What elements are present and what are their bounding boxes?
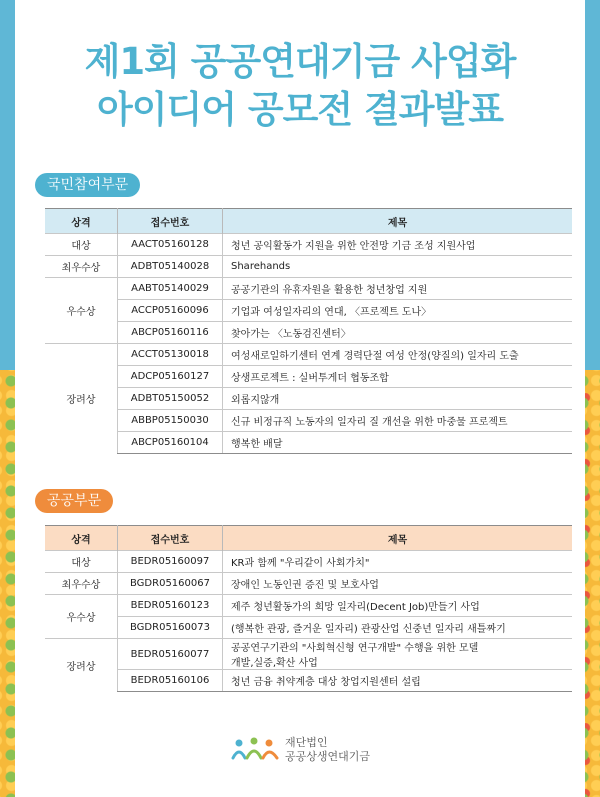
title-cell: Sharehands xyxy=(223,256,573,278)
title-cell: 장애인 노동인권 증진 및 보호사업 xyxy=(223,573,573,595)
title-cell: 행복한 배달 xyxy=(223,432,573,454)
table-row xyxy=(45,366,572,388)
number-cell: ADBT05140028 xyxy=(118,256,223,278)
table-row xyxy=(45,300,572,322)
title-cell: 기업과 여성일자리의 연대, 〈프로젝트 도나〉 xyxy=(223,300,573,322)
table-row xyxy=(45,234,572,256)
section-label-public: 공공부문 xyxy=(35,489,113,513)
number-cell: ABBP05150030 xyxy=(118,410,223,432)
number-cell: ADBT05150052 xyxy=(118,388,223,410)
number-cell: BEDR05160123 xyxy=(118,595,223,617)
table-row xyxy=(45,639,572,670)
number-cell: ADCP05160127 xyxy=(118,366,223,388)
award-cell: 우수상 xyxy=(45,278,118,344)
announcement-card xyxy=(15,0,585,797)
title-cell: (행복한 관광, 즐거운 일자리) 관광산업 신중년 일자리 새틀짜기 xyxy=(223,617,573,639)
foundation-name xyxy=(285,736,370,764)
table-row xyxy=(45,278,572,300)
award-cell: 장려상 xyxy=(45,639,118,692)
number-cell: ABCP05160104 xyxy=(118,432,223,454)
table-row xyxy=(45,432,572,454)
page-title xyxy=(15,38,585,134)
title-cell: KR과 함께 "우리같이 사회가치" xyxy=(223,551,573,573)
table-row xyxy=(45,595,572,617)
table-row xyxy=(45,573,572,595)
title-cell: 신규 비정규직 노동자의 일자리 질 개선을 위한 마중물 프로젝트 xyxy=(223,410,573,432)
foundation-logo-icon xyxy=(231,736,281,762)
number-cell: AACT05160128 xyxy=(118,234,223,256)
title-cell: 공공기관의 유휴자원을 활용한 청년창업 지원 xyxy=(223,278,573,300)
header-award: 상격 xyxy=(71,217,91,229)
award-cell: 대상 xyxy=(45,234,118,256)
table-header-row xyxy=(45,526,572,551)
title-line-2: 아이디어 공모전 결과발표 xyxy=(97,88,503,131)
table-row xyxy=(45,344,572,366)
title-cell: 청년 공익활동가 지원을 위한 안전망 기금 조성 지원사업 xyxy=(223,234,573,256)
number-cell: BGDR05160073 xyxy=(118,617,223,639)
table-row xyxy=(45,670,572,692)
award-cell: 대상 xyxy=(45,551,118,573)
number-cell: BEDR05160077 xyxy=(118,639,223,670)
title-cell: 청년 금융 취약계층 대상 창업지원센터 설립 xyxy=(223,670,573,692)
table-row xyxy=(45,388,572,410)
table-row xyxy=(45,410,572,432)
table-header-row xyxy=(45,209,572,234)
table-row xyxy=(45,256,572,278)
award-cell: 최우수상 xyxy=(45,573,118,595)
title-cell: 상생프로젝트 : 실버투게더 협동조합 xyxy=(223,366,573,388)
title-cell: 찾아가는 〈노동검진센터〉 xyxy=(223,322,573,344)
results-table-citizen xyxy=(45,208,572,454)
number-cell: BEDR05160097 xyxy=(118,551,223,573)
number-cell: ABCP05160116 xyxy=(118,322,223,344)
number-cell: ACCT05130018 xyxy=(118,344,223,366)
title-cell-line-1: 공공연구기관의 "사회혁신형 연구개발" 수행을 위한 모델 xyxy=(231,643,479,654)
title-cell: 여성새로일하기센터 연계 경력단절 여성 안정(양질의) 일자리 도출 xyxy=(223,344,573,366)
foundation-name-line-2: 공공상생연대기금 xyxy=(285,750,371,763)
title-cell-line-2: 개발,실증,확산 사업 xyxy=(231,658,318,669)
title-cell: 외롭지않개 xyxy=(223,388,573,410)
title-line-1: 제1회 공공연대기금 사업화 xyxy=(84,40,516,83)
award-cell: 우수상 xyxy=(45,595,118,639)
header-title: 제목 xyxy=(223,209,573,234)
table-row xyxy=(45,551,572,573)
foundation-name-line-1: 재단법인 xyxy=(285,736,328,749)
number-cell: AABT05140029 xyxy=(118,278,223,300)
header-title: 제목 xyxy=(223,526,573,551)
results-table-public xyxy=(45,525,572,692)
header-number: 접수번호 xyxy=(118,526,223,551)
number-cell: ACCP05160096 xyxy=(118,300,223,322)
award-cell: 최우수상 xyxy=(45,256,118,278)
section-label-citizen: 국민참여부문 xyxy=(35,173,140,197)
number-cell: BGDR05160067 xyxy=(118,573,223,595)
award-cell: 장려상 xyxy=(45,344,118,454)
header-number: 접수번호 xyxy=(118,209,223,234)
table-row xyxy=(45,322,572,344)
title-cell: 제주 청년활동가의 희망 일자리(Decent Job)만들기 사업 xyxy=(223,595,573,617)
title-cell xyxy=(223,639,573,670)
table-row xyxy=(45,617,572,639)
number-cell: BEDR05160106 xyxy=(118,670,223,692)
header-award: 상격 xyxy=(71,534,91,546)
